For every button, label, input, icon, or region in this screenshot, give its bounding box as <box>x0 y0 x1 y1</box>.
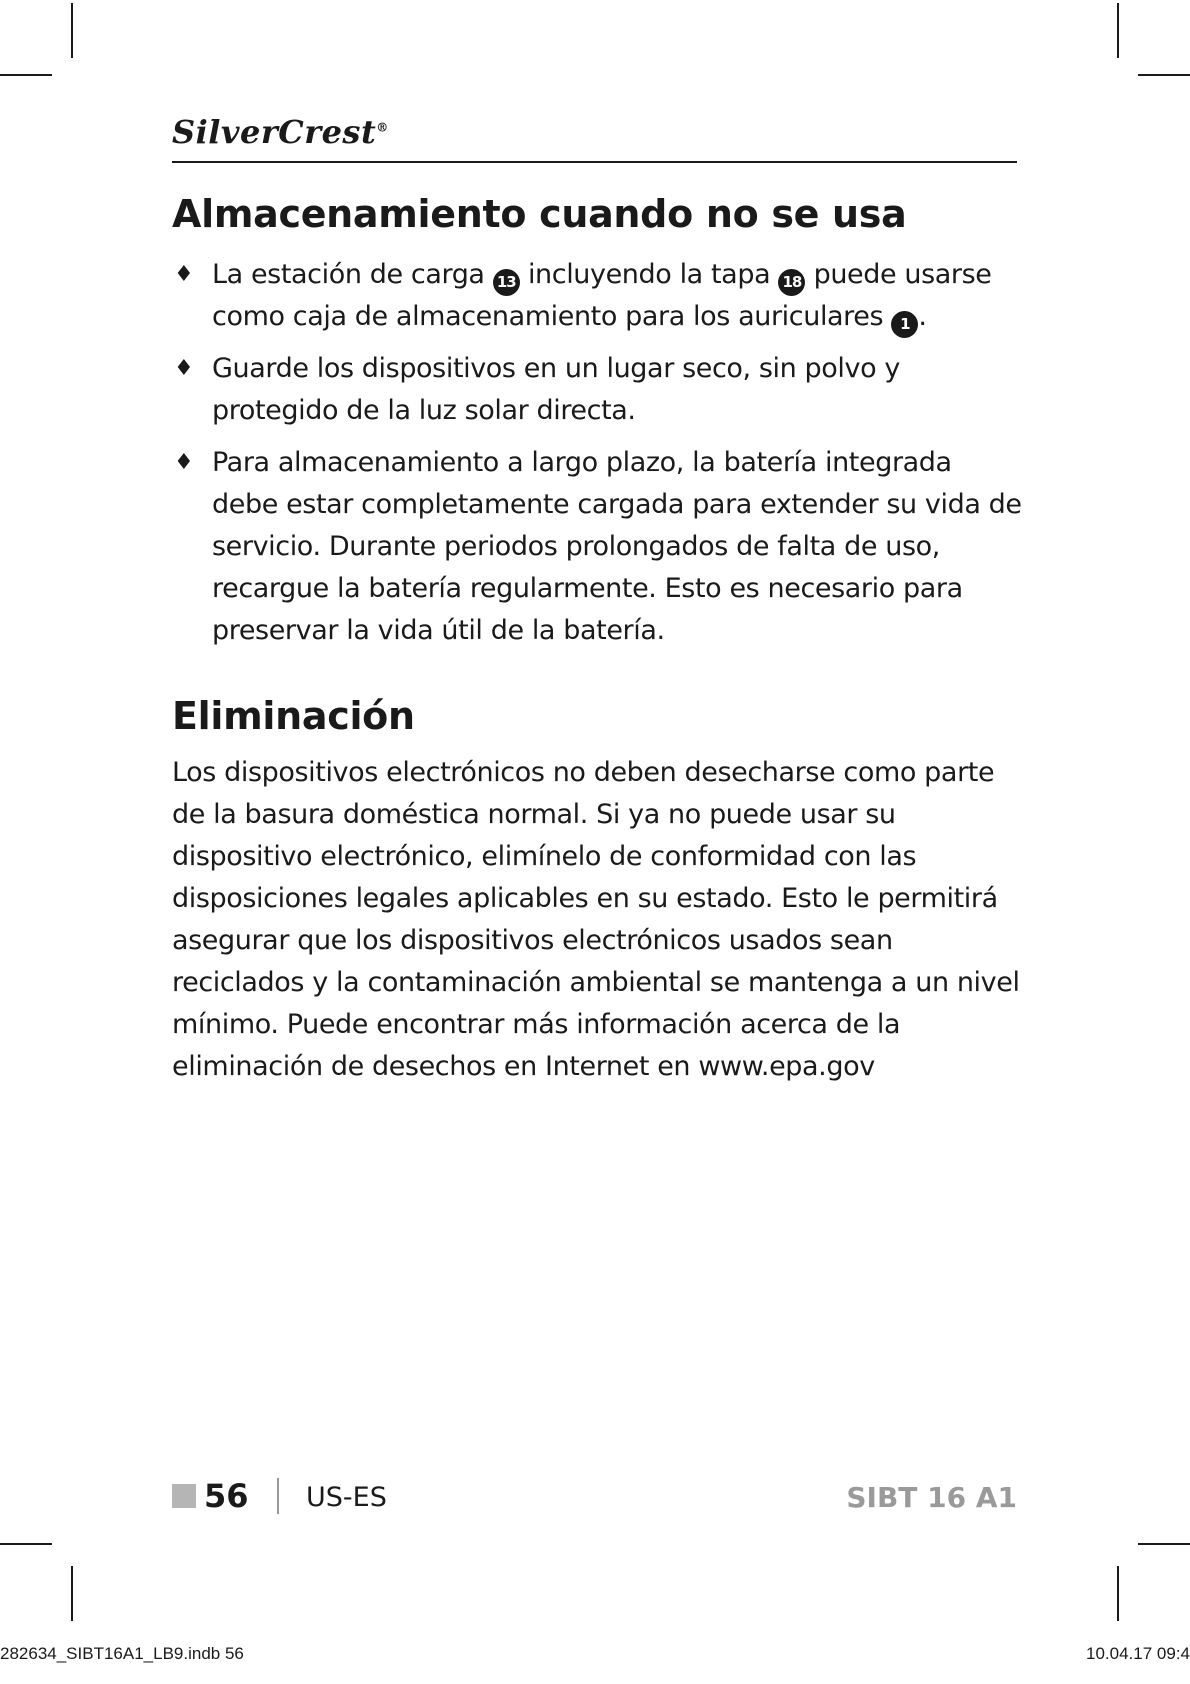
reference-number-badge: 18 <box>778 269 805 296</box>
reference-number-badge: 1 <box>891 311 918 338</box>
page-content <box>172 190 1022 1088</box>
crop-mark <box>1117 3 1119 58</box>
disposal-paragraph: Los dispositivos electrónicos no deben desecharse como parte de la basura doméstica normal. Si ya no puede usar su dispositivo electrónico, elimínelo de conformidad con las disposiciones legales aplicables en su estado. Esto le permitirá asegurar que los dispositivos electrónicos usados sean reciclados y la contaminación ambiental se mantenga a un nivel mínimo. Puede encontrar más información acerca de la eliminación de desechos en Internet en www.epa.gov <box>172 757 1020 1082</box>
crop-mark <box>71 1566 73 1621</box>
page-number: 56 <box>204 1477 249 1515</box>
page-marker-square <box>172 1484 196 1508</box>
crop-mark <box>1117 1566 1119 1621</box>
reference-number-badge: 13 <box>493 269 520 296</box>
footer-divider <box>277 1478 279 1514</box>
list-item: ♦ Para almacenamiento a largo plazo, la batería integrada debe estar completamente cargada para extender su vida de servicio. Durante periodos prolongados de falta de uso, recargue la batería regularmente. Esto es necesario para preservar la vida útil de la batería. <box>172 442 1022 652</box>
diamond-bullet-icon: ♦ <box>174 262 194 287</box>
diamond-bullet-icon: ♦ <box>174 450 194 475</box>
header-rule <box>172 161 1017 163</box>
print-slug-file: 282634_SIBT16A1_LB9.indb 56 <box>0 1644 244 1663</box>
crop-mark <box>1138 1543 1190 1545</box>
brand-logo: SilverCrest® <box>172 113 389 151</box>
list-item: ♦ La estación de carga 13 incluyendo la tapa 18 puede usarse como caja de almacenamiento para los auriculares 1 . <box>172 254 1022 338</box>
section-title-storage: Almacenamiento cuando no se usa <box>172 192 907 236</box>
crop-mark <box>71 3 73 58</box>
list-item: ♦ Guarde los dispositivos en un lugar seco, sin polvo y protegido de la luz solar directa. <box>172 348 1022 432</box>
crop-mark <box>1138 74 1190 76</box>
page-footer <box>172 1474 1017 1518</box>
section-title-disposal: Eliminación <box>172 694 415 738</box>
crop-mark <box>0 74 52 76</box>
storage-bullet-list <box>172 254 1022 652</box>
print-slug-datetime: 10.04.17 09:4 <box>1086 1644 1190 1663</box>
crop-mark <box>0 1543 52 1545</box>
diamond-bullet-icon: ♦ <box>174 356 194 381</box>
model-number: SIBT 16 A1 <box>846 1481 1017 1514</box>
language-code: US-ES <box>306 1482 387 1513</box>
